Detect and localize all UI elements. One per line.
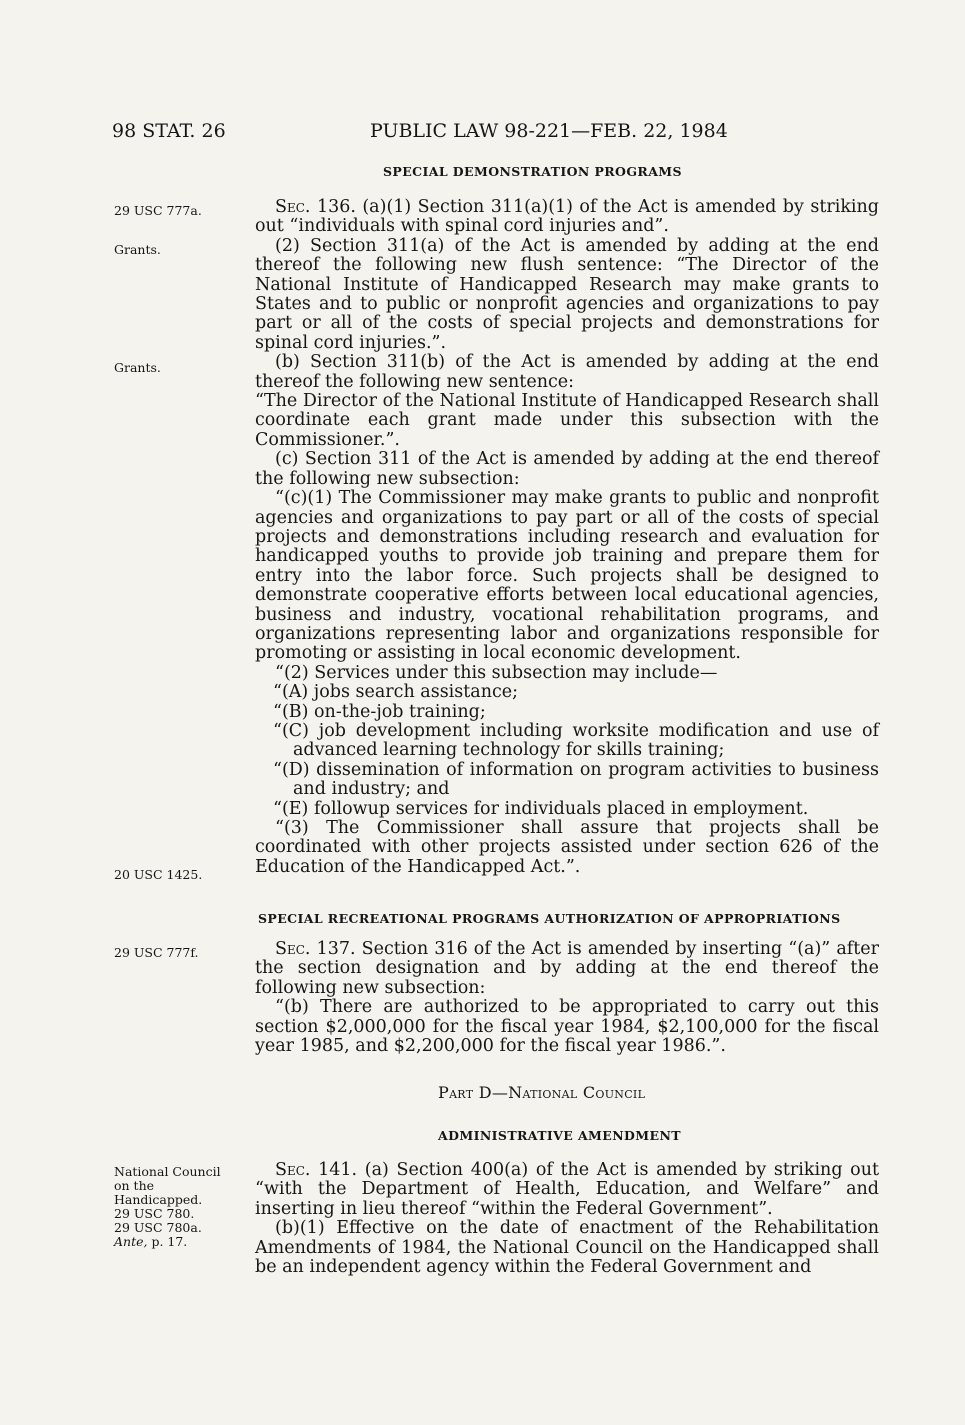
- page-stat-number: 98 STAT. 26: [112, 120, 226, 142]
- paragraph: (2) Section 311(a) of the Act is amended by adding at the end thereof the following new flush sentence: “The Director of the National Institute of Handicapped Research may make grants to States and to public or nonprofit agencies and organizations to pay part or all of the costs of special projects and demonstrations for spinal cord injuries.”.: [255, 235, 879, 353]
- paragraph: (b)(1) Effective on the date of enactment of the Rehabilitation Amendments of 1984, the National Council on the Handicapped shall be an independent agency within the Federal Government and: [255, 1218, 879, 1278]
- list-item: “(B) on-the-job training;: [273, 701, 486, 722]
- paragraph: Sec. 136. (a)(1) Section 311(a)(1) of the Act is amended by striking out “individuals with spinal cord injuries and”.: [255, 197, 879, 237]
- paragraph: “(3) The Commissioner shall assure that projects shall be coordinated with other projects assisted under section 626 of the Education of the Handicapped Act.”.: [255, 818, 879, 877]
- margin-citation: 20 USC 1425.: [114, 867, 203, 882]
- list-item: “(D) dissemination of information on program activities to business and industry; and: [273, 759, 879, 800]
- section-136-body: [255, 198, 879, 877]
- section-label: Sec.: [275, 939, 311, 959]
- section-caption: SPECIAL DEMONSTRATION PROGRAMS: [383, 164, 682, 179]
- list-item: “(C) job development including worksite modification and use of advanced learning technology for skills training;: [273, 720, 879, 761]
- margin-citation: 29 USC 777f.: [114, 945, 199, 960]
- section-caption: ADMINISTRATIVE AMENDMENT: [438, 1128, 681, 1143]
- margin-note-council: National Council on the Handicapped. 29 USC 780. 29 USC 780a. Ante, p. 17.: [114, 1164, 221, 1249]
- paragraph: “(2) Services under this subsection may include—: [275, 662, 718, 683]
- section-141-body: [255, 1161, 879, 1277]
- margin-citation: 29 USC 777a.: [114, 203, 202, 218]
- paragraph: “(b) There are authorized to be appropriated to carry out this section $2,000,000 for the fiscal year 1984, $2,100,000 for the fiscal year 1985, and $2,200,000 for the fiscal year 1986.”.: [255, 997, 879, 1057]
- list-item: “(E) followup services for individuals placed in employment.: [273, 798, 809, 819]
- paragraph: (b) Section 311(b) of the Act is amended by adding at the end thereof the following new sentence:: [255, 352, 879, 392]
- paragraph: “(c)(1) The Commissioner may make grants to public and nonprofit agencies and organizations to pay part or all of the costs of special projects and demonstrations including research and evaluation for handicapped youths to provide job training and prepare them for entry into the labor force. Such projects shall be designed to demonstrate cooperative efforts between local educational agencies, business and industry, vocational rehabilitation programs, and organizations representing labor and organizations responsible for promoting or assisting in local economic development.: [255, 488, 879, 664]
- section-label: Sec.: [275, 197, 311, 217]
- quoted-sentence: “The Director of the National Institute of Handicapped Research shall coordinate each grant made under this subsection with the Commissioner.”.: [255, 391, 879, 450]
- paragraph: Sec. 141. (a) Section 400(a) of the Act is amended by striking out “with the Department of Health, Education, and Welfare” and inserting in lieu thereof “within the Federal Government”.: [255, 1160, 879, 1219]
- part-heading: Part D—National Council: [438, 1083, 646, 1102]
- section-137-body: [255, 940, 879, 1056]
- page-running-title: PUBLIC LAW 98-221—FEB. 22, 1984: [370, 120, 728, 142]
- paragraph: Sec. 137. Section 316 of the Act is amended by inserting “(a)” after the section designation and by adding at the end thereof the following new subsection:: [255, 939, 879, 998]
- margin-note-grants: Grants.: [114, 360, 161, 375]
- section-label: Sec.: [275, 1160, 311, 1180]
- list-item: “(A) jobs search assistance;: [273, 682, 519, 703]
- section-caption: SPECIAL RECREATIONAL PROGRAMS AUTHORIZATION OF APPROPRIATIONS: [258, 911, 841, 926]
- margin-note-grants: Grants.: [114, 242, 161, 257]
- paragraph: (c) Section 311 of the Act is amended by adding at the end thereof the following new subsection:: [255, 449, 879, 489]
